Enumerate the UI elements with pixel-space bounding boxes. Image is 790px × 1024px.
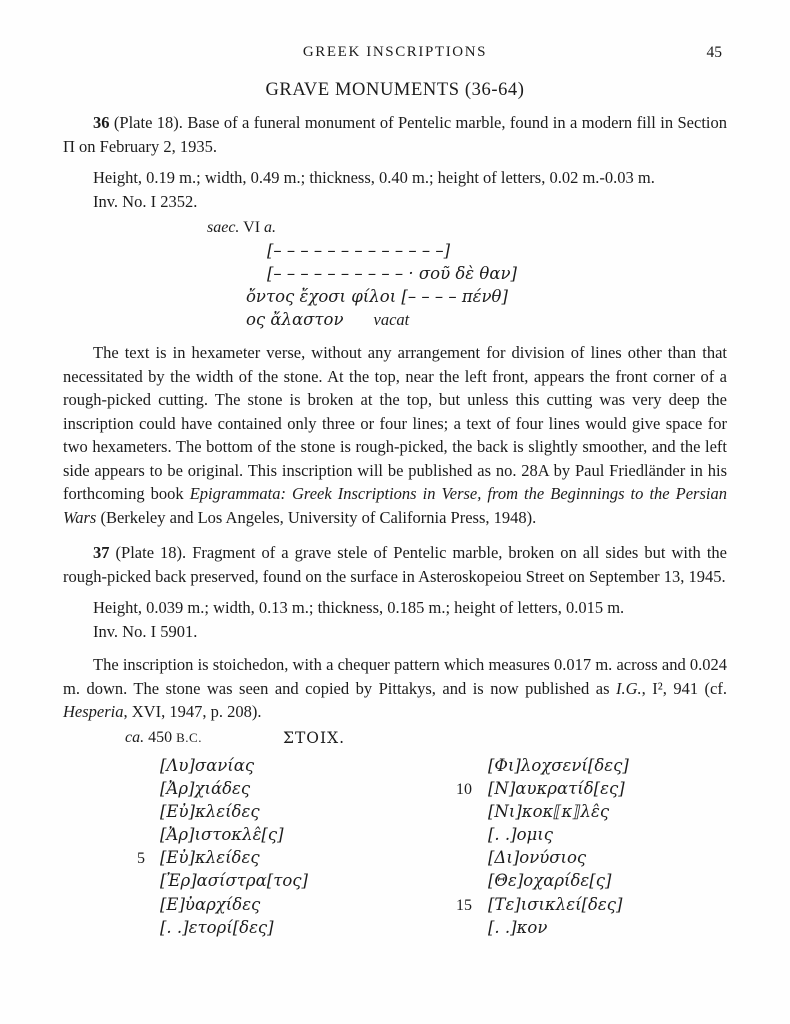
- section-title: GRAVE MONUMENTS (36-64): [265, 80, 525, 100]
- list-item: [133, 825, 452, 848]
- list-item: [452, 779, 629, 802]
- name-text: [. .]ετορί[δες]: [160, 917, 274, 937]
- saec-label: saec.: [207, 219, 240, 236]
- name-column-right: [452, 756, 629, 942]
- entry-37-intro: [63, 541, 727, 588]
- name-text: [Νι]κοκ⟦κ⟧λε̂ς: [488, 801, 610, 821]
- line-number: 10: [456, 780, 472, 798]
- entry-36-intro: [63, 111, 727, 158]
- inscription-line-1: [– – – – – – – – – – – – –]: [267, 241, 451, 260]
- book-title: Epigrammata: Greek Inscriptions in Verse, from the Beginnings to the Persian Wars: [63, 484, 727, 527]
- inscription-line-4: [246, 308, 727, 331]
- entry-36-inscription: [246, 239, 727, 331]
- list-item: [452, 848, 629, 871]
- list-item: [133, 871, 452, 894]
- list-item: [452, 802, 629, 825]
- name-text: [Λυ]σανίας: [160, 755, 255, 775]
- name-text: [Ἀρ]ιστοκλε̂[ς]: [160, 825, 284, 845]
- list-item: [452, 918, 629, 941]
- entry-37-dimensions: Height, 0.039 m.; width, 0.13 m.; thickness, 0.185 m.; height of letters, 0.015 m.: [93, 598, 625, 617]
- ig-reference: I.G.: [615, 678, 642, 698]
- discussion-text: The text is in hexameter verse, without any arrangement for division of lines other than that necessitated by the width of the stone. At the top, near the left front, appears the front corner of a rough-picked cutting. The stone is broken at the top, but unless this cutting was very deep the inscription could have contained only three or four lines; a text of four lines would give space for two hexameters. The bottom of the stone is rough-picked, the back is slightly smoother, and the left side appears to be original. This inscription will be published as no. 28A by Paul Friedländer in his forthcoming book: [63, 343, 727, 503]
- list-item: [452, 895, 629, 918]
- list-item: [133, 802, 452, 825]
- name-text: [Τε]ισικλεί[δες]: [488, 894, 623, 914]
- entry-36-discussion: [63, 341, 727, 529]
- date-numeral: VI: [239, 219, 265, 236]
- running-title: GREEK INSCRIPTIONS: [302, 44, 488, 60]
- name-text: [Δι]ονύσιος: [488, 848, 587, 868]
- name-text: [. .]ομις: [488, 825, 553, 845]
- name-text: [. .]κον: [488, 917, 548, 937]
- vacat-label: vacat: [373, 310, 410, 329]
- date-ca-group: [125, 729, 202, 747]
- inscription-line-2: [– – – – – – – – – – · σοῦ δὲ θαν]: [267, 264, 517, 283]
- entry-36-number: 36: [93, 113, 110, 132]
- discussion-text-mid: , I², 941 (cf.: [641, 678, 727, 698]
- entry-36-dimensions: Height, 0.19 m.; width, 0.49 m.; thickness, 0.40 m.; height of letters, 0.02 m.-0.03 m.: [93, 168, 655, 187]
- list-item: [133, 756, 452, 779]
- name-text: [Θε]οχαρίδε[ς]: [488, 871, 612, 891]
- entry-37-date-line: [63, 729, 727, 751]
- line-number: 15: [456, 896, 472, 914]
- name-text: [Ν]αυκρατίδ[ες]: [488, 778, 625, 798]
- discussion-text: The inscription is stoichedon, with a chequer pattern which measures 0.017 m. across and 0.024 m. down. The stone was seen and copied by Pittakys, and is now published as: [63, 655, 727, 698]
- inscription-line-4-text: ος ἄλαστον: [246, 310, 344, 329]
- entry-37-intro-text: (Plate 18). Fragment of a grave stele of Pentelic marble, broken on all sides but with the rough-picked back preserved, found on the surface in Asteroskopeiou Street on September 13, 1945.: [63, 543, 727, 586]
- bc-label: B.C.: [176, 729, 202, 745]
- line-number: 5: [137, 850, 145, 868]
- hesperia-reference: Hesperia: [63, 702, 124, 721]
- name-text: [Ε]ὐαρχίδες: [160, 894, 261, 914]
- a-label: a.: [264, 219, 277, 236]
- name-text: [Ἀρ]χιάδες: [160, 778, 251, 798]
- ca-label: ca.: [125, 728, 145, 746]
- entry-36-intro-text: (Plate 18). Base of a funeral monument of Pentelic marble, found in a modern fill in Section Π on February 2, 1935.: [63, 113, 727, 156]
- name-text: [Φι]λοχσενί[δες]: [488, 755, 629, 775]
- list-item: [133, 895, 452, 918]
- discussion-text-end: , XVI, 1947, p. 208).: [123, 702, 262, 721]
- date-year: 450: [144, 728, 177, 746]
- list-item: [133, 918, 452, 941]
- name-text: [Ἐρ]ασίστρα[τος]: [160, 871, 308, 891]
- entry-37-discussion: [63, 653, 727, 724]
- entry-36-date-label: [207, 219, 727, 239]
- entry-36-inventory: Inv. No. I 2352.: [93, 191, 198, 211]
- name-text: [Εὐ]κλείδες: [160, 801, 260, 821]
- list-item: [133, 779, 452, 802]
- entry-37-number: 37: [93, 543, 110, 562]
- discussion-text-end: (Berkeley and Los Angeles, University of California Press, 1948).: [96, 507, 537, 527]
- name-list: [63, 756, 727, 942]
- name-text: [Εὐ]κλείδες: [160, 848, 260, 868]
- running-head: [63, 0, 727, 64]
- list-item: [452, 871, 629, 894]
- list-item: [452, 825, 629, 848]
- inscription-line-3: ὄντος ἔχοσι φίλοι [– – – – πένθ]: [246, 287, 508, 306]
- list-item: [452, 756, 629, 779]
- entry-37-inventory: Inv. No. I 5901.: [93, 621, 198, 641]
- stoich-label: ΣΤΟΙΧ.: [283, 728, 346, 747]
- page-number: 45: [706, 44, 722, 61]
- list-item: [133, 848, 452, 871]
- name-column-left: [133, 756, 452, 942]
